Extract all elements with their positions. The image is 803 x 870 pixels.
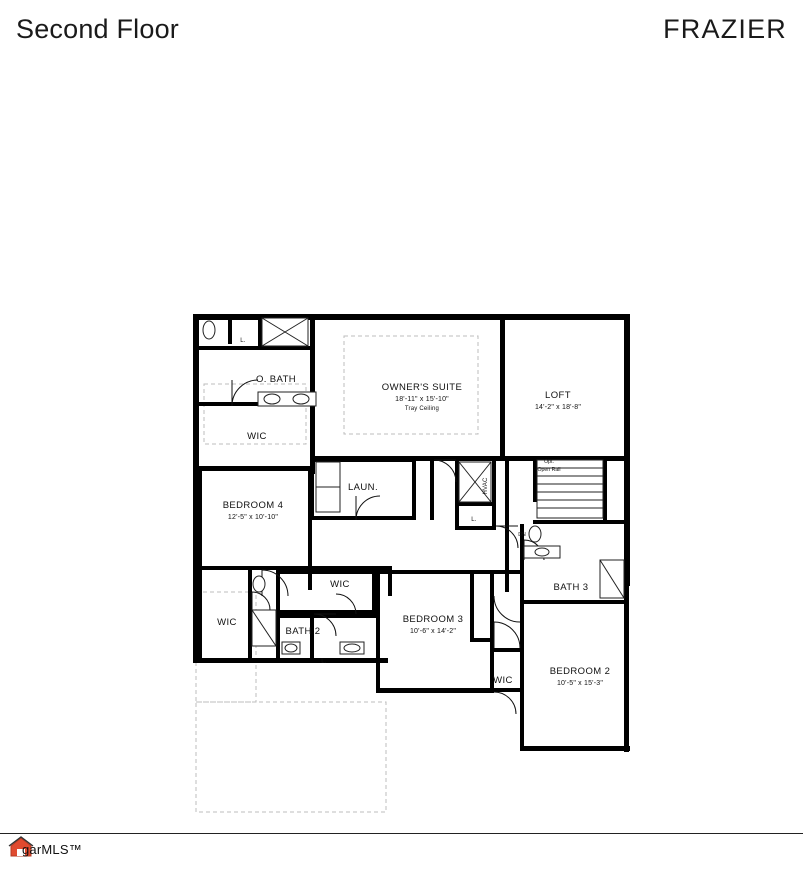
room-name-wic-bed4: WIC xyxy=(217,617,237,628)
room-name-wic-owners: WIC xyxy=(247,431,267,442)
room-dim-bedroom-2: 10'-5" x 15'-3" xyxy=(556,680,604,687)
room-dim-bedroom-3: 10'-6" x 14'-2" xyxy=(409,628,457,635)
room-name-owners-bath: O. BATH xyxy=(255,374,297,385)
label-opt-line1: Opt. xyxy=(544,459,554,465)
room-dim-owners-suite: 18'-11" x 15'-10" xyxy=(395,396,449,403)
room-name-bedroom-4: BEDROOM 4 xyxy=(222,500,284,511)
label-linen-3: L. xyxy=(321,659,327,665)
room-name-bedroom-3: BEDROOM 3 xyxy=(402,614,464,625)
plan-name: FRAZIER xyxy=(663,14,787,44)
room-name-bath-3: BATH 3 xyxy=(553,582,589,593)
floorplan-drawing xyxy=(0,62,803,834)
room-dim-loft: 14'-2" x 18'-8" xyxy=(534,404,582,411)
room-name-wic-bath2: WIC xyxy=(330,579,350,590)
room-name-bath-2: BATH 2 xyxy=(285,626,321,637)
room-name-owners-suite: OWNER'S SUITE xyxy=(381,382,463,393)
room-note-owners-suite: Tray Ceiling xyxy=(404,406,440,412)
label-stair-down: DN xyxy=(518,532,526,538)
room-name-laundry: LAUN. xyxy=(348,482,378,493)
mls-attribution: garMLS™ xyxy=(22,842,82,857)
room-name-wic-bed2: WIC xyxy=(493,675,513,686)
label-opt-line2: Open Rail xyxy=(537,467,561,473)
plan-footer xyxy=(0,833,803,870)
room-name-bedroom-2: BEDROOM 2 xyxy=(549,666,611,677)
label-linen-1: L. xyxy=(240,338,246,344)
label-hvac: HVAC xyxy=(483,477,489,495)
room-dim-bedroom-4: 12'-5" x 10'-10" xyxy=(227,514,279,521)
page-title: Second Floor xyxy=(16,14,179,44)
plan-header xyxy=(0,0,803,62)
room-name-loft: LOFT xyxy=(545,390,571,401)
label-linen-2: L. xyxy=(471,517,477,523)
